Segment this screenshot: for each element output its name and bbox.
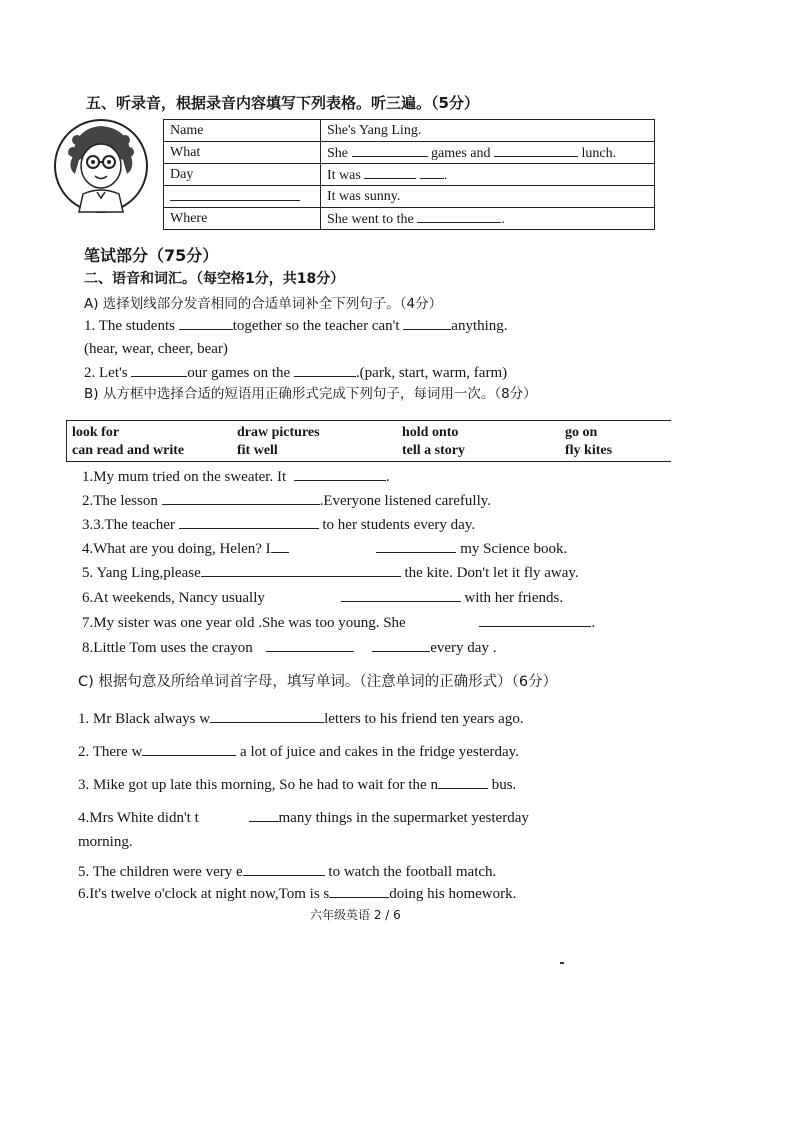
question-text: 2.The lesson	[82, 493, 158, 509]
answer-blank[interactable]	[294, 364, 356, 377]
row-text-part: She went to the	[327, 211, 414, 227]
answer-blank[interactable]	[494, 144, 578, 157]
question-text: 3.3.The teacher	[82, 517, 175, 533]
question-text: The students	[98, 318, 175, 334]
answer-blank[interactable]	[403, 317, 451, 330]
question-b4	[82, 540, 567, 558]
question-text: 5. Yang Ling,please	[82, 565, 201, 581]
answer-blank[interactable]	[210, 710, 324, 723]
question-text: my Science book.	[460, 541, 568, 557]
question-text: doing his homework.	[389, 886, 517, 902]
answer-blank[interactable]	[352, 144, 428, 157]
question-text: 5. The children were very e	[78, 864, 243, 880]
answer-blank[interactable]	[420, 166, 444, 179]
question-text: many things in the supermarket yesterday	[278, 810, 529, 826]
question-text: .	[385, 469, 390, 485]
part2-title: 二、语音和词汇。（每空格1分，共18分）	[84, 271, 345, 287]
answer-blank[interactable]	[364, 166, 416, 179]
question-text: 1.My mum tried on the sweater. It	[82, 469, 287, 485]
answer-blank[interactable]	[479, 614, 591, 627]
answer-blank[interactable]	[294, 468, 386, 481]
question-text: .(park, start, warm, farm)	[355, 365, 508, 381]
row-label: Name	[164, 120, 321, 142]
part-a-title: A) 选择划线部分发音相同的合适单词补全下列句子。（4分）	[84, 296, 443, 312]
answer-blank[interactable]	[376, 540, 456, 553]
section5-title: 五、听录音，根据录音内容填写下列表格。听三遍。（5分）	[86, 94, 479, 112]
question-text: 4.What are you doing, Helen? I	[82, 541, 271, 557]
row-label	[164, 186, 321, 208]
phrase-option: draw pictures	[237, 425, 320, 440]
question-text: with her friends.	[464, 590, 564, 606]
question-text: to watch the football match.	[328, 864, 497, 880]
answer-blank[interactable]	[329, 885, 389, 898]
answer-blank[interactable]	[162, 492, 320, 505]
question-b3	[82, 516, 475, 534]
question-b2	[82, 492, 491, 510]
question-b5	[82, 564, 579, 582]
row-label: Where	[164, 208, 321, 230]
question-text: Let's	[99, 365, 128, 381]
row-text-part: It was	[327, 167, 361, 183]
question-text: together so the teacher can't	[232, 318, 400, 334]
answer-blank[interactable]	[417, 210, 501, 223]
scan-speck	[560, 962, 564, 964]
answer-blank[interactable]	[243, 863, 325, 876]
answer-blank[interactable]	[249, 809, 279, 822]
question-text: 1. Mr Black always w	[78, 711, 211, 727]
answer-blank[interactable]	[179, 516, 319, 529]
question-text: to her students every day.	[322, 517, 476, 533]
question-number: 1.	[84, 318, 96, 334]
row-text: It was sunny.	[321, 186, 655, 208]
question-text: a lot of juice and cakes in the fridge yesterday.	[240, 744, 519, 760]
row-text: She went to the .	[321, 208, 655, 230]
phrase-option: look for	[72, 425, 120, 440]
answer-blank[interactable]	[341, 589, 461, 602]
question-c4-continuation: morning.	[78, 834, 133, 850]
question-c5	[78, 863, 496, 881]
answer-blank[interactable]	[438, 776, 488, 789]
question-b1	[82, 468, 390, 486]
question-c6	[78, 885, 516, 903]
question-text: 2. There w	[78, 744, 143, 760]
table-row	[164, 208, 655, 230]
table-row	[164, 164, 655, 186]
phrase-box	[66, 420, 671, 462]
question-a1-options: (hear, wear, cheer, bear)	[84, 341, 228, 357]
written-part-title: 笔试部分（75分）	[84, 246, 219, 265]
answer-blank[interactable]	[271, 540, 289, 553]
answer-blank[interactable]	[201, 564, 401, 577]
row-text-part: games and	[431, 145, 491, 161]
answer-blank[interactable]	[372, 639, 430, 652]
question-c1	[78, 710, 524, 728]
question-b8	[82, 639, 496, 657]
question-c2	[78, 743, 519, 761]
question-text: the kite. Don't let it fly away.	[404, 565, 579, 581]
question-a1	[84, 317, 508, 335]
table-row	[164, 186, 655, 208]
phrase-option: can read and write	[72, 443, 185, 458]
question-text: .Everyone listened carefully.	[319, 493, 492, 509]
question-c4	[78, 809, 648, 827]
question-text: .	[591, 615, 596, 631]
question-b6	[82, 589, 563, 607]
row-label: Day	[164, 164, 321, 186]
part-b-title: B) 从方框中选择合适的短语用正确形式完成下列句子，每词用一次。（8分）	[84, 386, 537, 402]
question-text: our games on the	[187, 365, 291, 381]
question-text: every day .	[430, 640, 497, 656]
listening-table	[163, 119, 655, 230]
question-b7	[82, 614, 595, 632]
answer-blank[interactable]	[266, 639, 354, 652]
row-text: It was .	[321, 164, 655, 186]
question-text: bus.	[491, 777, 517, 793]
phrase-option: fit well	[237, 443, 278, 458]
question-text: 3. Mike got up late this morning, So he had to wait for the n	[78, 777, 438, 793]
row-text-part: She	[327, 145, 348, 161]
row-text	[321, 142, 655, 164]
phrase-option: fly kites	[565, 443, 613, 458]
question-text: letters to his friend ten years ago.	[324, 711, 524, 727]
question-text: 8.Little Tom uses the crayon	[82, 640, 253, 656]
question-c3	[78, 776, 516, 794]
phrase-option: go on	[565, 425, 598, 440]
phrase-option: hold onto	[402, 425, 459, 440]
answer-blank[interactable]	[170, 188, 300, 201]
page-footer: 六年级英语 2 / 6	[310, 908, 401, 922]
answer-blank[interactable]	[142, 743, 236, 756]
question-text: anything.	[451, 318, 508, 334]
girl-avatar-icon	[53, 116, 149, 216]
question-a2	[84, 364, 507, 382]
table-row	[164, 142, 655, 164]
question-text: 6.At weekends, Nancy usually	[82, 590, 265, 606]
answer-blank[interactable]	[131, 364, 187, 377]
table-row	[164, 120, 655, 142]
part-c-title: C) 根据句意及所给单词首字母，填写单词。（注意单词的正确形式）（6分）	[78, 674, 558, 690]
question-number: 2.	[84, 365, 96, 381]
phrase-option: tell a story	[402, 443, 465, 458]
answer-blank[interactable]	[179, 317, 233, 330]
row-text: She's Yang Ling.	[321, 120, 655, 142]
question-text: 6.It's twelve o'clock at night now,Tom is s	[78, 886, 330, 902]
question-text: 7.My sister was one year old .She was too young. She	[82, 615, 406, 631]
question-text: 4.Mrs White didn't t	[78, 810, 199, 826]
row-label: What	[164, 142, 321, 164]
row-text-part: lunch.	[581, 145, 617, 161]
